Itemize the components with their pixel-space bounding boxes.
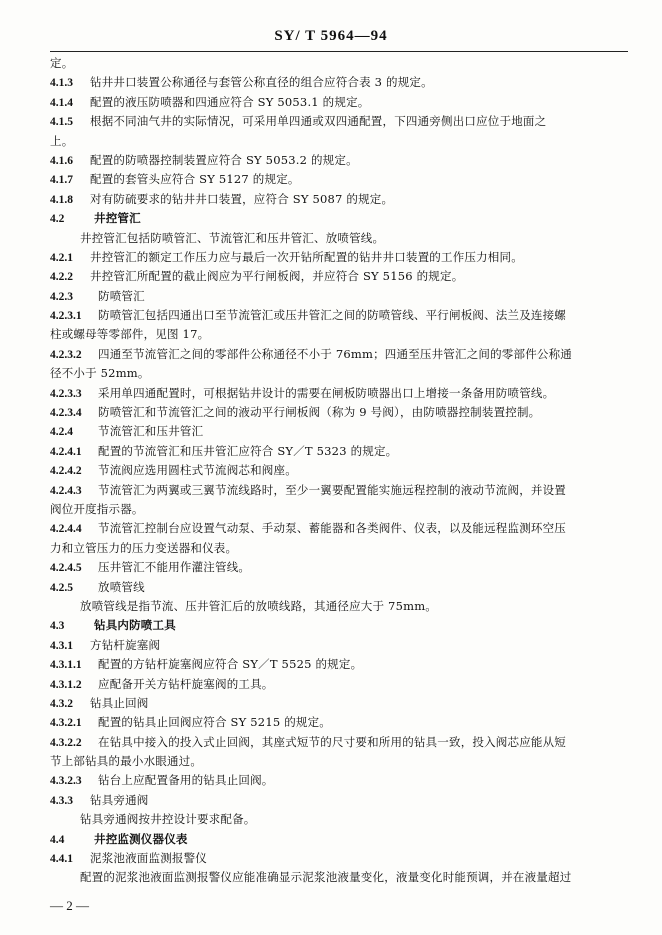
clause-number: 4.1.6 <box>50 154 73 167</box>
paragraph-line <box>50 675 630 694</box>
clause-text: 井控管汇 <box>94 211 141 226</box>
paragraph-line <box>50 384 630 403</box>
paragraph-line <box>50 190 630 209</box>
clause-text: 配置的节流管汇和压井管汇应符合 SY／T 5323 的规定。 <box>98 443 398 458</box>
clause-number: 4.2.3 <box>50 290 73 303</box>
clause-number: 4.2.3.1 <box>50 310 82 323</box>
clause-text: 配置的套管头应符合 SY 5127 的规定。 <box>90 172 300 187</box>
clause-text: 钻井井口装置公称通径与套管公称直径的组合应符合表 3 的规定。 <box>90 75 433 90</box>
clause-text: 对有防硫要求的钻井井口装置，应符合 SY 5087 的规定。 <box>90 191 394 206</box>
paragraph-line <box>50 267 630 286</box>
paragraph-line <box>50 403 630 422</box>
paragraph-line <box>50 849 630 868</box>
clause-number: 4.1.8 <box>50 193 73 206</box>
clause-text: 上。 <box>50 133 74 148</box>
clause-number: 4.1.4 <box>50 96 73 109</box>
paragraph-line <box>50 655 630 674</box>
paragraph-line <box>50 558 630 577</box>
clause-number: 4.3.2 <box>50 697 73 710</box>
clause-number: 4.1.7 <box>50 174 73 187</box>
clause-number: 4.3 <box>50 620 65 633</box>
paragraph-line <box>50 810 630 829</box>
paragraph-line <box>50 481 630 500</box>
paragraph-line <box>50 93 630 112</box>
clause-text: 防喷管汇包括四通出口至节流管汇或压井管汇之间的防喷管线、平行闸板阀、法兰及连接螺 <box>98 308 566 323</box>
clause-number: 4.2.2 <box>50 271 73 284</box>
paragraph-line <box>50 306 630 325</box>
clause-text: 节上部钻具的最小水眼通过。 <box>50 754 203 769</box>
paragraph-line <box>50 752 630 771</box>
clause-number: 4.3.1.1 <box>50 659 82 672</box>
paragraph-line <box>50 422 630 441</box>
clause-number: 4.2.3.3 <box>50 387 82 400</box>
paragraph-line <box>50 132 630 151</box>
clause-text: 应配备开关方钻杆旋塞阀的工具。 <box>98 676 274 691</box>
paragraph-line <box>50 500 630 519</box>
paragraph-line <box>50 54 630 73</box>
clause-number: 4.2.3.2 <box>50 348 82 361</box>
paragraph-line <box>50 733 630 752</box>
section-heading <box>50 830 630 849</box>
paragraph-line <box>50 519 630 538</box>
clause-number: 4.2.1 <box>50 251 73 264</box>
paragraph-line <box>50 578 630 597</box>
clause-number: 4.2.4.5 <box>50 562 82 575</box>
paragraph-line <box>50 442 630 461</box>
paragraph-line <box>50 170 630 189</box>
clause-text: 钻具旁通阀按井控设计要求配备。 <box>80 812 256 827</box>
clause-text: 四通至节流管汇之间的零部件公称通径不小于 76mm；四通至压井管汇之间的零部件公称通 <box>98 346 572 361</box>
clause-number: 4.4 <box>50 833 65 846</box>
clause-text: 钻具内防喷工具 <box>94 618 176 633</box>
paragraph-line <box>50 73 630 92</box>
document-body <box>50 54 630 888</box>
clause-number: 4.1.5 <box>50 116 73 129</box>
clause-text: 钻具止回阀 <box>90 695 149 710</box>
clause-number: 4.2.3.4 <box>50 407 82 420</box>
clause-text: 柱或螺母等零部件，见图 17。 <box>50 327 210 342</box>
clause-text: 井控管汇所配置的截止阀应为平行闸板阀，并应符合 SY 5156 的规定。 <box>90 269 464 284</box>
clause-text: 节流管汇控制台应设置气动泵、手动泵、蓄能器和各类阀件、仪表，以及能远程监测环空压 <box>98 521 566 536</box>
clause-number: 4.3.1.2 <box>50 678 82 691</box>
paragraph-line <box>50 713 630 732</box>
section-heading <box>50 616 630 635</box>
paragraph-line <box>50 597 630 616</box>
paragraph-line <box>50 868 630 887</box>
clause-number: 4.2.4.2 <box>50 465 82 478</box>
clause-text: 节流阀应选用圆柱式节流阀芯和阀座。 <box>98 463 297 478</box>
clause-text: 井控管汇包括防喷管汇、节流管汇和压井管汇、放喷管线。 <box>80 230 385 245</box>
paragraph-line <box>50 461 630 480</box>
header-rule <box>50 51 628 52</box>
clause-text: 方钻杆旋塞阀 <box>90 637 161 652</box>
clause-text: 配置的液压防喷器和四通应符合 SY 5053.1 的规定。 <box>90 94 370 109</box>
clause-text: 力和立管压力的压力变送器和仪表。 <box>50 540 238 555</box>
clause-number: 4.3.2.3 <box>50 775 82 788</box>
clause-text: 节流管汇为两翼或三翼节流线路时，至少一翼要配置能实施远程控制的液动节流阀，并设置 <box>98 482 566 497</box>
clause-text: 防喷管汇和节流管汇之间的液动平行闸板阀（称为 9 号阀），由防喷器控制装置控制。 <box>98 405 541 420</box>
page-number: — 2 — <box>50 898 89 913</box>
paragraph-line <box>50 151 630 170</box>
clause-number: 4.2.4.4 <box>50 523 82 536</box>
paragraph-line <box>50 229 630 248</box>
clause-text: 井控监测仪器仪表 <box>94 831 188 846</box>
clause-text: 径不小于 52mm。 <box>50 366 150 381</box>
clause-text: 节流管汇和压井管汇 <box>98 424 204 439</box>
clause-text: 钻具旁通阀 <box>90 792 149 807</box>
clause-text: 泥浆池液面监测报警仪 <box>90 851 207 866</box>
paragraph-line <box>50 791 630 810</box>
clause-number: 4.3.3 <box>50 794 73 807</box>
clause-text: 根据不同油气井的实际情况，可采用单四通或双四通配置，下四通旁侧出口应位于地面之 <box>90 114 547 129</box>
clause-text: 在钻具中接入的投入式止回阀，其座式短节的尺寸要和所用的钻具一致，投入阀芯应能从短 <box>98 734 566 749</box>
clause-number: 4.2.4.1 <box>50 445 82 458</box>
clause-number: 4.3.2.1 <box>50 717 82 730</box>
clause-number: 4.2.4.3 <box>50 484 82 497</box>
clause-number: 4.3.2.2 <box>50 736 82 749</box>
clause-text: 配置的钻具止回阀应符合 SY 5215 的规定。 <box>98 715 332 730</box>
clause-text: 井控管汇的额定工作压力应与最后一次开钻所配置的钻井井口装置的工作压力相同。 <box>90 249 523 264</box>
clause-text: 配置的防喷器控制装置应符合 SY 5053.2 的规定。 <box>90 152 358 167</box>
paragraph-line <box>50 287 630 306</box>
clause-number: 4.2.4 <box>50 426 73 439</box>
clause-text: 放喷管线是指节流、压井管汇后的放喷线路，其通径应大于 75mm。 <box>80 598 437 613</box>
page-header: SY/ T 5964—94 <box>274 28 388 44</box>
clause-number: 4.1.3 <box>50 77 73 90</box>
paragraph-line <box>50 112 630 131</box>
clause-text: 压井管汇不能用作灌注管线。 <box>98 560 251 575</box>
clause-text: 阀位开度指示器。 <box>50 501 144 516</box>
clause-text: 配置的方钻杆旋塞阀应符合 SY／T 5525 的规定。 <box>98 657 363 672</box>
clause-text: 采用单四通配置时，可根据钻井设计的需要在闸板防喷器出口上增接一条备用防喷管线。 <box>98 385 555 400</box>
clause-number: 4.4.1 <box>50 853 73 866</box>
clause-text: 定。 <box>50 56 74 70</box>
clause-text: 防喷管汇 <box>98 288 145 303</box>
paragraph-line <box>50 325 630 344</box>
clause-number: 4.2 <box>50 213 65 226</box>
section-heading <box>50 209 630 228</box>
clause-text: 配置的泥浆池液面监测报警仪应能准确显示泥浆池液量变化，液量变化时能预调，并在液量超过 <box>80 870 572 885</box>
clause-number: 4.2.5 <box>50 581 73 594</box>
paragraph-line <box>50 248 630 267</box>
paragraph-line <box>50 636 630 655</box>
paragraph-line <box>50 345 630 364</box>
paragraph-line <box>50 364 630 383</box>
clause-text: 放喷管线 <box>98 579 145 594</box>
paragraph-line <box>50 694 630 713</box>
clause-number: 4.3.1 <box>50 639 73 652</box>
paragraph-line <box>50 771 630 790</box>
paragraph-line <box>50 539 630 558</box>
clause-text: 钻台上应配置备用的钻具止回阀。 <box>98 773 274 788</box>
